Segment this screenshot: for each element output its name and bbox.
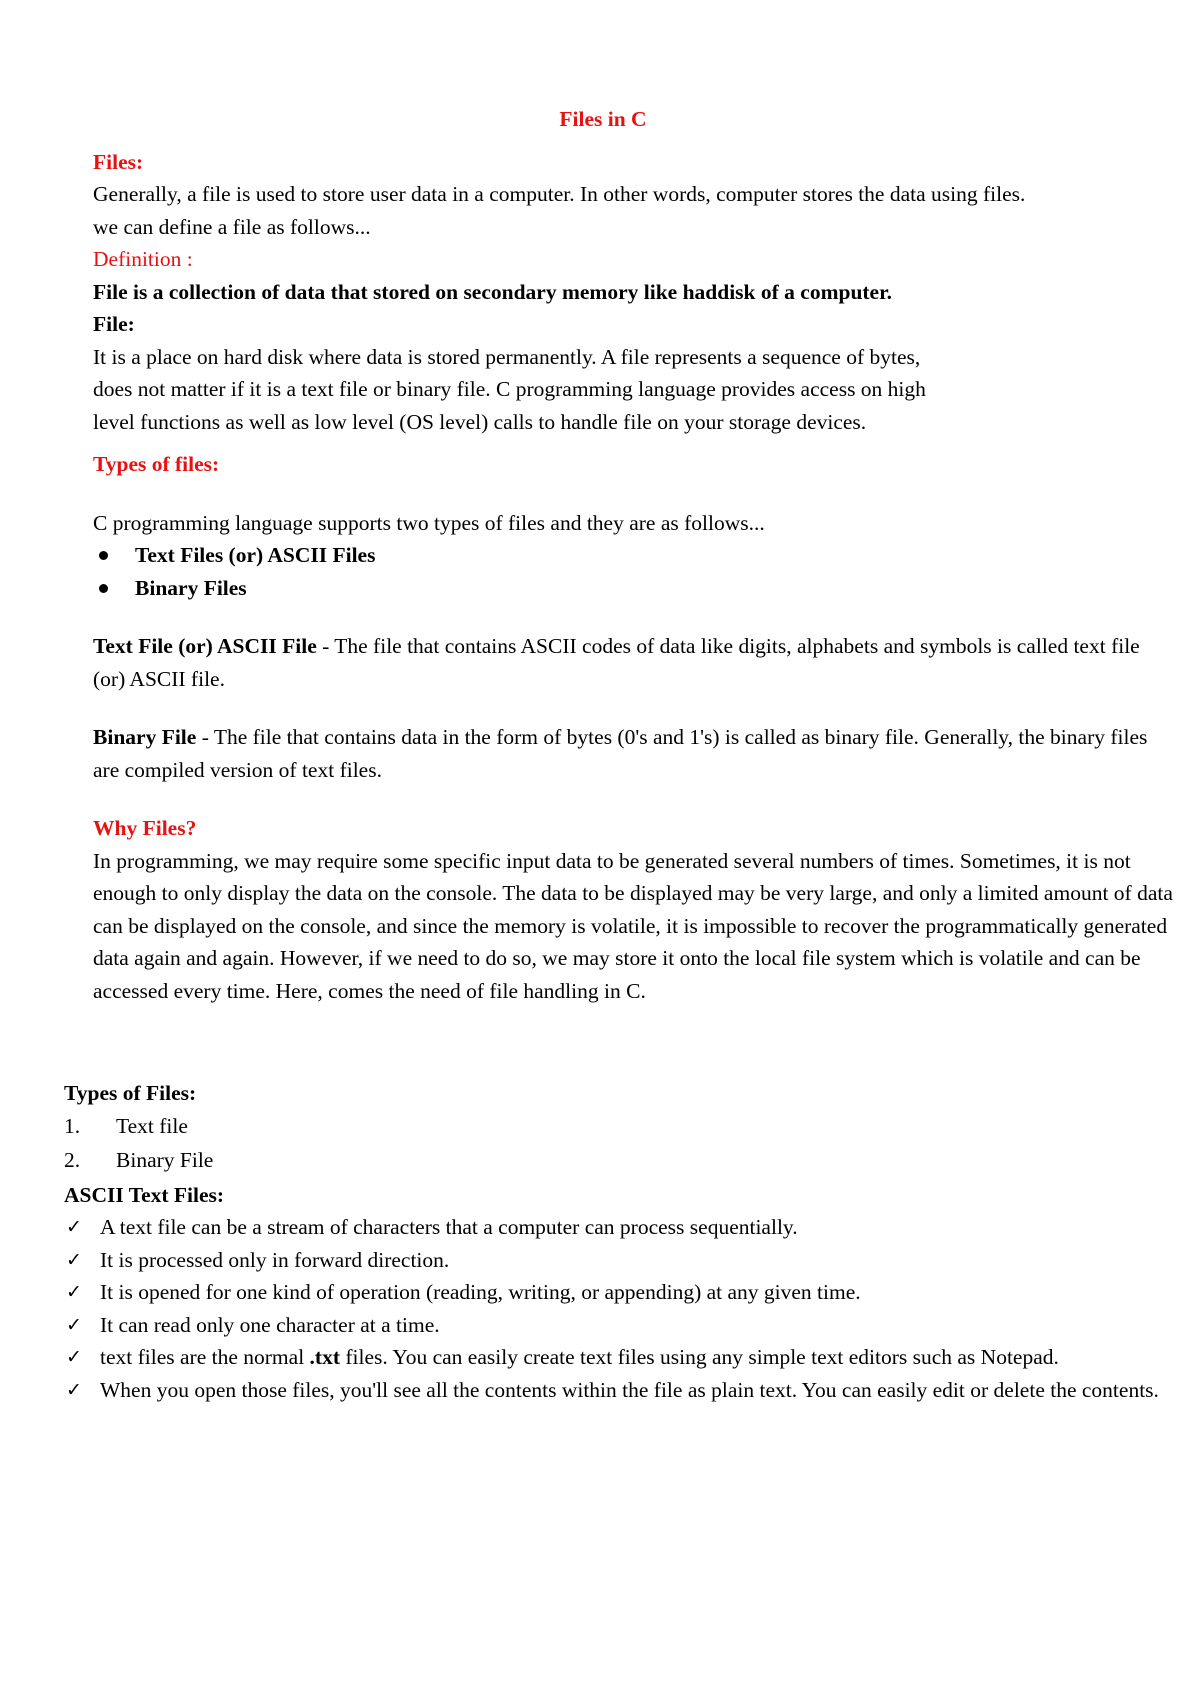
checkmark-icon: ✓ [66, 1281, 82, 1303]
document-title: Files in C [559, 107, 647, 131]
types-of-files-heading: Types of files: [93, 452, 220, 476]
list-number: 2. [64, 1148, 81, 1172]
types-numbered-list [64, 1110, 1173, 1177]
list-item [64, 1244, 1173, 1277]
definition-text: File is a collection of data that stored on secondary memory like haddisk of a computer. [93, 279, 893, 304]
checkmark-icon: ✓ [66, 1313, 82, 1336]
file-para-line-2: does not matter if it is a text file or binary file. C programming language provides access on high [93, 377, 926, 401]
list-item [64, 1276, 1173, 1309]
document-body [64, 103, 1173, 1406]
why-files-paragraph: In programming, we may require some specific input data to be generated several numbers of times. Sometimes, it is not enough to only display the data on the console. The data to be displayed may be very large, and only a limited amount of data can be displayed on the console, and since the memory is volatile, it is impossible to recover the programmatically generated data again and again. However, if we need to do so, we may store it onto the local file system which is volatile and can be accessed every time. Here, comes the need of file handling in C. [93, 848, 1173, 1003]
bullet-label: Text Files (or) ASCII Files [135, 543, 376, 567]
list-label: Binary File [116, 1148, 214, 1172]
list-item [64, 1341, 1173, 1374]
check-item-text: When you open those files, you'll see all the contents within the file as plain text. You can easily edit or delete the contents. [100, 1377, 1159, 1402]
ascii-check-list [64, 1211, 1173, 1406]
checkmark-icon: ✓ [66, 1216, 82, 1238]
checkmark-icon: ✓ [66, 1248, 82, 1271]
text-file-paragraph [93, 630, 1173, 695]
text-file-term: Text File (or) ASCII File [93, 634, 317, 658]
list-number: 1. [64, 1113, 81, 1138]
types-of-files-section [64, 1077, 1173, 1406]
txt-suffix: files. You can easily create text files using any simple text editors such as Notepad. [340, 1345, 1059, 1369]
list-item [64, 1144, 1173, 1177]
why-files-heading: Why Files? [93, 816, 197, 840]
definition-label: Definition : [93, 247, 193, 271]
check-item-text: A text file can be a stream of characters that a computer can process sequentially. [100, 1215, 798, 1239]
types-intro: C programming language supports two types of files and they are as follows... [93, 510, 765, 535]
checkmark-icon: ✓ [66, 1346, 82, 1368]
bullet-icon [99, 551, 108, 560]
checkmark-icon: ✓ [66, 1378, 82, 1401]
list-item [64, 1211, 1173, 1244]
list-item [93, 539, 1173, 572]
text-file-description: - The file that contains ASCII codes of data like digits, alphabets and symbols is called text file (or) ASCII file. [93, 634, 1140, 691]
check-item-text: It is processed only in forward direction. [100, 1247, 450, 1272]
list-item [64, 1110, 1173, 1143]
binary-file-term: Binary File [93, 725, 197, 749]
files-heading: Files: [93, 149, 144, 174]
txt-prefix: text files are the normal [100, 1345, 310, 1369]
files-intro-line-1: Generally, a file is used to store user data in a computer. In other words, computer stores the data using files. [93, 182, 1026, 206]
files-intro-line-2: we can define a file as follows... [93, 214, 371, 239]
bullet-icon [99, 584, 108, 593]
check-item-text: It can read only one character at a time. [100, 1312, 440, 1337]
types-of-files-heading-2: Types of Files: [64, 1081, 197, 1105]
file-para-line-1: It is a place on hard disk where data is stored permanently. A file represents a sequence of bytes, [93, 344, 921, 369]
list-item [64, 1374, 1173, 1407]
list-label: Text file [116, 1113, 188, 1138]
file-heading: File: [93, 312, 135, 336]
ascii-text-files-heading: ASCII Text Files: [64, 1182, 225, 1207]
file-para-line-3: level functions as well as low level (OS level) calls to handle file on your storage devices. [93, 409, 867, 434]
check-item-text: It is opened for one kind of operation (reading, writing, or appending) at any given time. [100, 1280, 861, 1304]
check-item-text [100, 1345, 1059, 1369]
binary-file-paragraph [93, 721, 1173, 786]
types-bullet-list [93, 539, 1173, 604]
list-item [64, 1309, 1173, 1342]
bullet-label: Binary Files [135, 575, 247, 600]
txt-extension: .txt [309, 1345, 340, 1369]
list-item [93, 572, 1173, 605]
binary-file-description: - The file that contains data in the form of bytes (0's and 1's) is called as binary file. Generally, the binary files are compiled version of text files. [93, 725, 1148, 782]
